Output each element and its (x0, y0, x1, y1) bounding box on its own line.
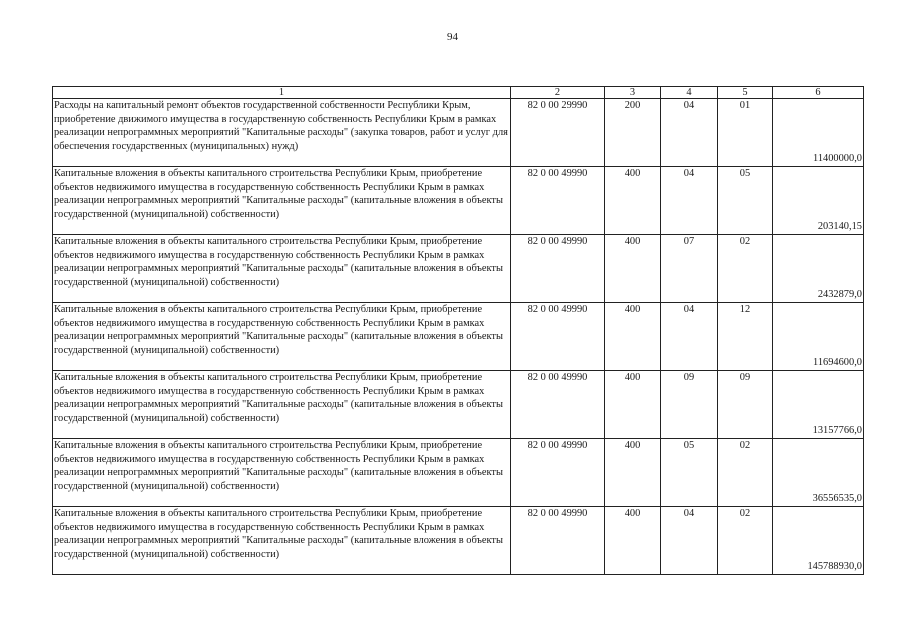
row-section: 04 (661, 507, 718, 575)
row-amount: 13157766,0 (773, 371, 864, 439)
table-row (53, 371, 864, 439)
row-section: 07 (661, 235, 718, 303)
row-description: Капитальные вложения в объекты капитального строительства Республики Крым, приобретение объектов недвижимого имущества в государственную собственность Республики Крым в рамках реализации непрограммных мероприятий "Капитальные расходы" (капитальные вложения в объекты государственной (муниципальной) собственности) (53, 371, 511, 439)
row-amount: 11400000,0 (773, 99, 864, 167)
row-subsection: 02 (718, 439, 773, 507)
row-section: 09 (661, 371, 718, 439)
row-amount: 203140,15 (773, 167, 864, 235)
row-description: Капитальные вложения в объекты капитального строительства Республики Крым, приобретение объектов недвижимого имущества в государственную собственность Республики Крым в рамках реализации непрограммных мероприятий "Капитальные расходы" (капитальные вложения в объекты государственной (муниципальной) собственности) (53, 439, 511, 507)
header-col-2: 2 (511, 87, 605, 99)
header-col-6: 6 (773, 87, 864, 99)
table-row (53, 507, 864, 575)
row-section: 04 (661, 167, 718, 235)
row-expense-type: 400 (605, 371, 661, 439)
header-col-4: 4 (661, 87, 718, 99)
row-target-code: 82 0 00 29990 (511, 99, 605, 167)
row-amount: 36556535,0 (773, 439, 864, 507)
row-section: 05 (661, 439, 718, 507)
row-section: 04 (661, 303, 718, 371)
row-subsection: 12 (718, 303, 773, 371)
row-target-code: 82 0 00 49990 (511, 371, 605, 439)
row-expense-type: 400 (605, 167, 661, 235)
row-target-code: 82 0 00 49990 (511, 235, 605, 303)
table-header-row (53, 87, 864, 99)
row-expense-type: 400 (605, 439, 661, 507)
row-section: 04 (661, 99, 718, 167)
row-expense-type: 400 (605, 235, 661, 303)
row-amount: 2432879,0 (773, 235, 864, 303)
header-col-1: 1 (53, 87, 511, 99)
row-description: Капитальные вложения в объекты капитального строительства Республики Крым, приобретение объектов недвижимого имущества в государственную собственность Республики Крым в рамках реализации непрограммных мероприятий "Капитальные расходы" (капитальные вложения в объекты государственной (муниципальной) собственности) (53, 167, 511, 235)
row-description: Капитальные вложения в объекты капитального строительства Республики Крым, приобретение объектов недвижимого имущества в государственную собственность Республики Крым в рамках реализации непрограммных мероприятий "Капитальные расходы" (капитальные вложения в объекты государственной (муниципальной) собственности) (53, 235, 511, 303)
row-expense-type: 400 (605, 507, 661, 575)
row-subsection: 02 (718, 235, 773, 303)
row-description: Капитальные вложения в объекты капитального строительства Республики Крым, приобретение объектов недвижимого имущества в государственную собственность Республики Крым в рамках реализации непрограммных мероприятий "Капитальные расходы" (капитальные вложения в объекты государственной (муниципальной) собственности) (53, 303, 511, 371)
header-col-3: 3 (605, 87, 661, 99)
table-row (53, 439, 864, 507)
row-target-code: 82 0 00 49990 (511, 167, 605, 235)
row-target-code: 82 0 00 49990 (511, 303, 605, 371)
table-row (53, 99, 864, 167)
row-amount: 11694600,0 (773, 303, 864, 371)
row-expense-type: 200 (605, 99, 661, 167)
page-number: 94 (447, 31, 458, 43)
row-amount: 145788930,0 (773, 507, 864, 575)
row-target-code: 82 0 00 49990 (511, 439, 605, 507)
row-subsection: 09 (718, 371, 773, 439)
row-expense-type: 400 (605, 303, 661, 371)
row-subsection: 05 (718, 167, 773, 235)
table-row (53, 303, 864, 371)
table-row (53, 235, 864, 303)
row-subsection: 01 (718, 99, 773, 167)
table-row (53, 167, 864, 235)
row-description: Расходы на капитальный ремонт объектов государственной собственности Республики Крым, приобретение движимого имущества в государственную собственность Республики Крым в рамках реализации непрограммных мероприятий "Капитальные расходы" (закупка товаров, работ и услуг для обеспечения государственных (муниципальных) нужд) (53, 99, 511, 167)
budget-table (52, 86, 864, 575)
row-subsection: 02 (718, 507, 773, 575)
row-target-code: 82 0 00 49990 (511, 507, 605, 575)
header-col-5: 5 (718, 87, 773, 99)
row-description: Капитальные вложения в объекты капитального строительства Республики Крым, приобретение объектов недвижимого имущества в государственную собственность Республики Крым в рамках реализации непрограммных мероприятий "Капитальные расходы" (капитальные вложения в объекты государственной (муниципальной) собственности) (53, 507, 511, 575)
